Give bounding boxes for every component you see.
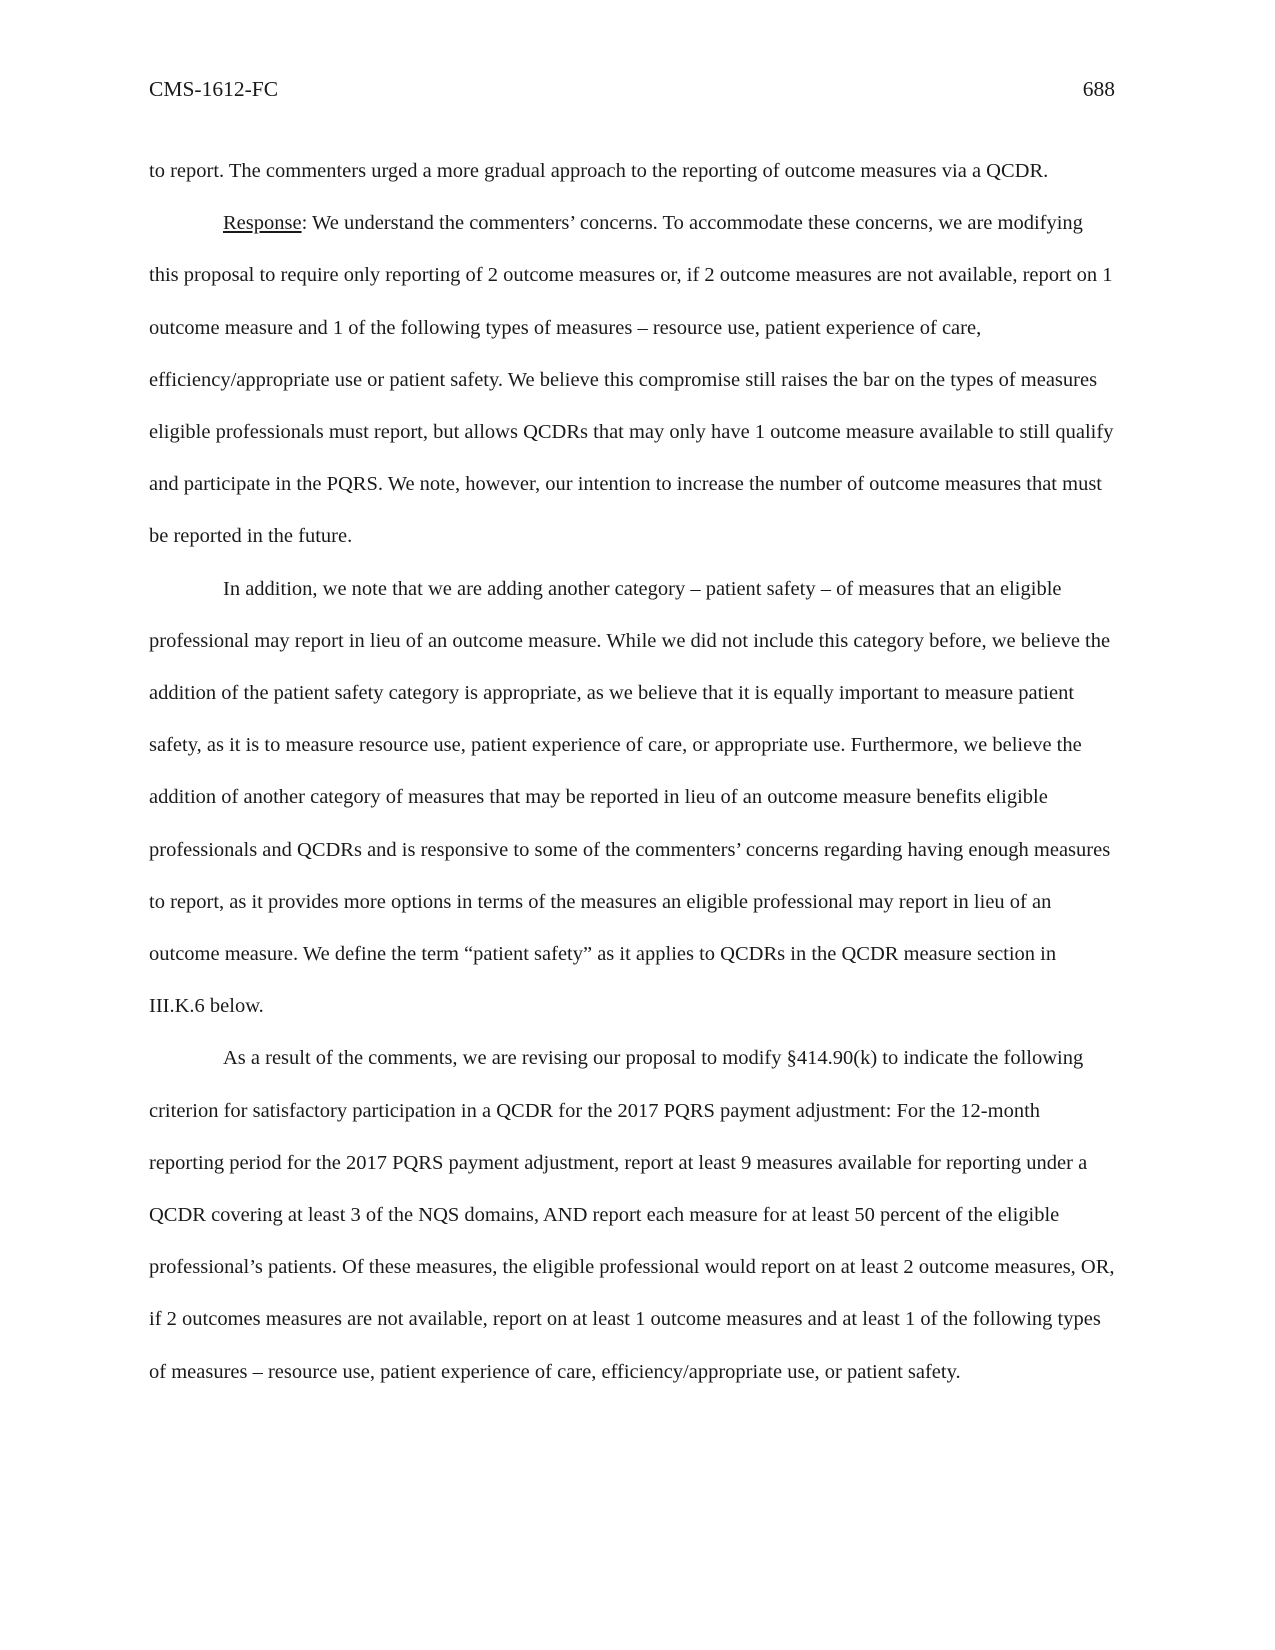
document-body xyxy=(149,145,1115,1398)
paragraph-patient-safety: In addition, we note that we are adding another category – patient safety – of measures that an eligible professional may report in lieu of an outcome measure. While we did not include this category before, we believe the addition of the patient safety category is appropriate, as we believe that it is equally important to measure patient safety, as it is to measure resource use, patient experience of care, or appropriate use. Furthermore, we believe the addition of another category of measures that may be reported in lieu of an outcome measure benefits eligible professionals and QCDRs and is responsive to some of the commenters’ concerns regarding having enough measures to report, as it provides more options in terms of the measures an eligible professional may report in lieu of an outcome measure. We define the term “patient safety” as it applies to QCDRs in the QCDR measure section in III.K.6 below. xyxy=(149,577,1111,1018)
page-number: 688 xyxy=(1082,77,1115,101)
paragraph-criterion: As a result of the comments, we are revising our proposal to modify §414.90(k) to indicate the following criterion for satisfactory participation in a QCDR for the 2017 PQRS payment adjustment: For the 12-month reporting period for the 2017 PQRS payment adjustment, report at least 9 measures available for reporting under a QCDR covering at least 3 of the NQS domains, AND report each measure for at least 50 percent of the eligible professional’s patients. Of these measures, the eligible professional would report on at least 2 outcome measures, OR, if 2 outcomes measures are not available, report on at least 1 outcome measures and at least 1 of the following types of measures – resource use, patient experience of care, efficiency/appropriate use, or patient safety. xyxy=(149,1047,1115,1383)
page-header xyxy=(149,74,1115,104)
response-label: Response xyxy=(223,212,302,235)
paragraph-continuation: to report. The commenters urged a more gradual approach to the reporting of outcome measures via a QCDR. xyxy=(149,160,1049,182)
response-text: : We understand the commenters’ concerns. To accommodate these concerns, we are modifying this proposal to require only reporting of 2 outcome measures or, if 2 outcome measures are not available, report on 1 outcome measure and 1 of the following types of measures – resource use, patient experience of care, efficiency/appropriate use or patient safety. We believe this compromise still raises the bar on the types of measures eligible professionals must report, but allows QCDRs that may only have 1 outcome measure available to still qualify and participate in the PQRS. We note, however, our intention to increase the number of outcome measures that must be reported in the future. xyxy=(149,212,1114,548)
document-id: CMS-1612-FC xyxy=(149,77,279,101)
paragraph-response xyxy=(149,197,1115,562)
